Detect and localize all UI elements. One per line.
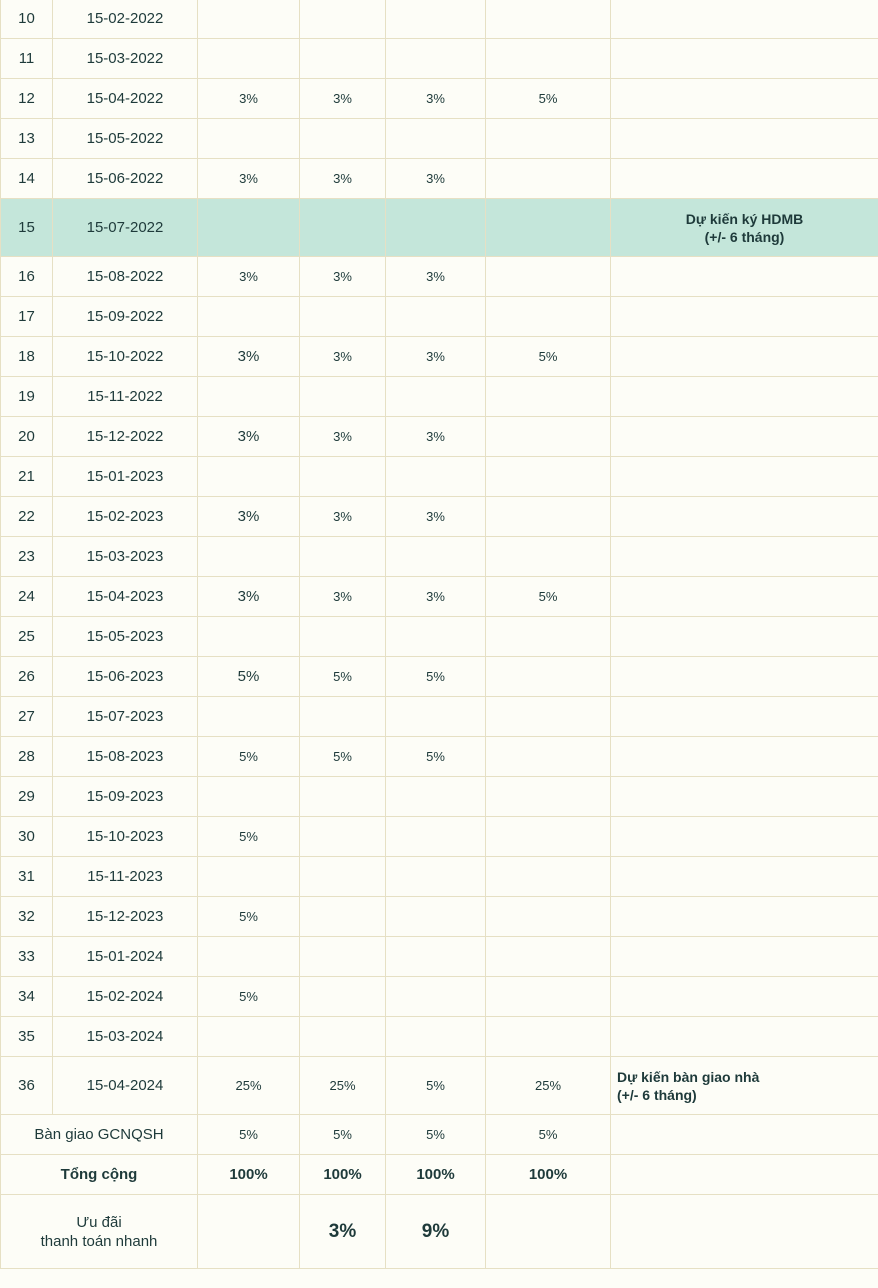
row-note — [611, 697, 878, 737]
row-c4: 5% — [486, 577, 611, 617]
row-note — [611, 39, 878, 79]
row-date: 15-11-2022 — [53, 377, 198, 417]
row-note — [611, 257, 878, 297]
row-c2: 3% — [300, 159, 386, 199]
row-c1 — [198, 1017, 300, 1057]
row-c1 — [198, 457, 300, 497]
row-note — [611, 617, 878, 657]
total-row — [1, 1155, 878, 1195]
row-c2 — [300, 297, 386, 337]
row-c1 — [198, 697, 300, 737]
table-row — [1, 79, 878, 119]
row-c3 — [386, 39, 486, 79]
row-date: 15-09-2023 — [53, 777, 198, 817]
table-row — [1, 257, 878, 297]
row-c1 — [198, 617, 300, 657]
row-note — [611, 0, 878, 39]
row-c4 — [486, 857, 611, 897]
row-c2 — [300, 0, 386, 39]
row-c2: 3% — [300, 497, 386, 537]
row-date: 15-06-2022 — [53, 159, 198, 199]
row-c1 — [198, 937, 300, 977]
row-c1: 5% — [198, 657, 300, 697]
row-c3 — [386, 617, 486, 657]
table-row — [1, 897, 878, 937]
row-number: 22 — [1, 497, 53, 537]
row-number: 10 — [1, 0, 53, 39]
table-row — [1, 0, 878, 39]
row-number: 14 — [1, 159, 53, 199]
row-date: 15-03-2023 — [53, 537, 198, 577]
row-date: 15-12-2022 — [53, 417, 198, 457]
row-c2 — [300, 977, 386, 1017]
handover-c1: 5% — [198, 1115, 300, 1155]
row-date: 15-09-2022 — [53, 297, 198, 337]
row-note — [611, 297, 878, 337]
bonus-c3: 9% — [386, 1195, 486, 1269]
row-c1: 3% — [198, 159, 300, 199]
row-c3 — [386, 377, 486, 417]
row-c2 — [300, 457, 386, 497]
row-c1: 5% — [198, 977, 300, 1017]
row-date: 15-07-2023 — [53, 697, 198, 737]
row-c4 — [486, 0, 611, 39]
row-c4 — [486, 257, 611, 297]
row-number: 27 — [1, 697, 53, 737]
row-c2: 3% — [300, 577, 386, 617]
row-number: 28 — [1, 737, 53, 777]
total-c4: 100% — [486, 1155, 611, 1195]
row-date: 15-04-2023 — [53, 577, 198, 617]
row-note: Dự kiến ký HDMB (+/- 6 tháng) — [611, 199, 878, 257]
handover-note — [611, 1115, 878, 1155]
row-note: Dự kiến bàn giao nhà (+/- 6 tháng) — [611, 1057, 878, 1115]
row-number: 15 — [1, 199, 53, 257]
row-c1: 3% — [198, 79, 300, 119]
row-c2 — [300, 537, 386, 577]
row-c4 — [486, 119, 611, 159]
table-row — [1, 537, 878, 577]
table-row — [1, 457, 878, 497]
row-c2 — [300, 857, 386, 897]
table-row — [1, 119, 878, 159]
row-c2 — [300, 617, 386, 657]
row-c1 — [198, 119, 300, 159]
row-c1 — [198, 0, 300, 39]
table-row — [1, 857, 878, 897]
schedule-rows — [1, 0, 878, 1269]
row-c3 — [386, 119, 486, 159]
row-c2: 3% — [300, 257, 386, 297]
row-c3: 3% — [386, 577, 486, 617]
row-c1 — [198, 777, 300, 817]
bonus-row — [1, 1195, 878, 1269]
row-number: 34 — [1, 977, 53, 1017]
row-number: 31 — [1, 857, 53, 897]
row-c2 — [300, 119, 386, 159]
row-number: 32 — [1, 897, 53, 937]
row-c3: 5% — [386, 657, 486, 697]
row-date: 15-12-2023 — [53, 897, 198, 937]
row-c4 — [486, 199, 611, 257]
row-c4 — [486, 497, 611, 537]
table-row — [1, 977, 878, 1017]
row-c2 — [300, 697, 386, 737]
row-c4 — [486, 537, 611, 577]
row-c2 — [300, 199, 386, 257]
total-note — [611, 1155, 878, 1195]
row-c4 — [486, 897, 611, 937]
table-row — [1, 297, 878, 337]
table-row — [1, 577, 878, 617]
row-c3 — [386, 857, 486, 897]
row-c1: 3% — [198, 337, 300, 377]
row-date: 15-11-2023 — [53, 857, 198, 897]
handover-c4: 5% — [486, 1115, 611, 1155]
row-c3 — [386, 297, 486, 337]
bonus-c2: 3% — [300, 1195, 386, 1269]
row-c3: 3% — [386, 159, 486, 199]
row-date: 15-06-2023 — [53, 657, 198, 697]
total-c1: 100% — [198, 1155, 300, 1195]
row-c1: 5% — [198, 817, 300, 857]
row-date: 15-10-2022 — [53, 337, 198, 377]
row-note — [611, 857, 878, 897]
row-date: 15-05-2022 — [53, 119, 198, 159]
bonus-c4 — [486, 1195, 611, 1269]
row-c3: 3% — [386, 257, 486, 297]
row-c1 — [198, 297, 300, 337]
table-row — [1, 617, 878, 657]
row-date: 15-04-2024 — [53, 1057, 198, 1115]
row-c4 — [486, 457, 611, 497]
row-date: 15-02-2023 — [53, 497, 198, 537]
row-note — [611, 977, 878, 1017]
row-c2 — [300, 777, 386, 817]
row-date: 15-01-2023 — [53, 457, 198, 497]
row-c4 — [486, 377, 611, 417]
row-c4 — [486, 1017, 611, 1057]
table-row — [1, 657, 878, 697]
row-date: 15-10-2023 — [53, 817, 198, 857]
table-row — [1, 417, 878, 457]
table-row — [1, 1017, 878, 1057]
row-number: 21 — [1, 457, 53, 497]
row-date: 15-08-2022 — [53, 257, 198, 297]
bonus-label: Ưu đãi thanh toán nhanh — [1, 1195, 198, 1269]
row-c1: 5% — [198, 897, 300, 937]
row-note — [611, 777, 878, 817]
row-c3 — [386, 897, 486, 937]
row-note — [611, 119, 878, 159]
row-note — [611, 377, 878, 417]
total-c3: 100% — [386, 1155, 486, 1195]
row-c4 — [486, 737, 611, 777]
row-c2: 25% — [300, 1057, 386, 1115]
row-c4 — [486, 159, 611, 199]
row-c1 — [198, 39, 300, 79]
table-row — [1, 737, 878, 777]
row-c4: 5% — [486, 79, 611, 119]
row-note — [611, 159, 878, 199]
table-row — [1, 777, 878, 817]
row-c2: 3% — [300, 79, 386, 119]
row-c4 — [486, 39, 611, 79]
row-c3 — [386, 817, 486, 857]
row-note — [611, 817, 878, 857]
row-number: 24 — [1, 577, 53, 617]
row-c3 — [386, 0, 486, 39]
handover-c3: 5% — [386, 1115, 486, 1155]
row-c2: 3% — [300, 337, 386, 377]
total-c2: 100% — [300, 1155, 386, 1195]
row-number: 35 — [1, 1017, 53, 1057]
row-date: 15-07-2022 — [53, 199, 198, 257]
table-row — [1, 937, 878, 977]
handover-label: Bàn giao GCNQSH — [1, 1115, 198, 1155]
row-c4: 5% — [486, 337, 611, 377]
row-date: 15-04-2022 — [53, 79, 198, 119]
row-c4 — [486, 297, 611, 337]
row-c3 — [386, 777, 486, 817]
table-row — [1, 377, 878, 417]
table-row — [1, 1057, 878, 1115]
handover-row — [1, 1115, 878, 1155]
row-date: 15-03-2024 — [53, 1017, 198, 1057]
row-number: 12 — [1, 79, 53, 119]
row-note — [611, 737, 878, 777]
row-c2 — [300, 897, 386, 937]
row-note — [611, 897, 878, 937]
row-note — [611, 457, 878, 497]
row-c2 — [300, 39, 386, 79]
row-note — [611, 657, 878, 697]
row-c1 — [198, 537, 300, 577]
row-c4 — [486, 657, 611, 697]
row-number: 33 — [1, 937, 53, 977]
table-row — [1, 497, 878, 537]
row-c4 — [486, 937, 611, 977]
row-number: 17 — [1, 297, 53, 337]
row-c3: 3% — [386, 497, 486, 537]
table-row — [1, 39, 878, 79]
bonus-c1 — [198, 1195, 300, 1269]
row-date: 15-08-2023 — [53, 737, 198, 777]
row-c1: 3% — [198, 577, 300, 617]
handover-c2: 5% — [300, 1115, 386, 1155]
row-c3 — [386, 977, 486, 1017]
row-note — [611, 937, 878, 977]
row-note — [611, 79, 878, 119]
row-number: 11 — [1, 39, 53, 79]
row-date: 15-02-2024 — [53, 977, 198, 1017]
total-label: Tổng cộng — [1, 1155, 198, 1195]
row-number: 19 — [1, 377, 53, 417]
row-number: 30 — [1, 817, 53, 857]
row-c1: 3% — [198, 257, 300, 297]
row-c3 — [386, 1017, 486, 1057]
row-note — [611, 577, 878, 617]
row-c3: 3% — [386, 79, 486, 119]
row-c1: 5% — [198, 737, 300, 777]
row-c4 — [486, 977, 611, 1017]
row-c3: 3% — [386, 337, 486, 377]
table-row — [1, 159, 878, 199]
row-c2: 5% — [300, 657, 386, 697]
row-c4 — [486, 777, 611, 817]
row-c3 — [386, 537, 486, 577]
row-note — [611, 337, 878, 377]
row-number: 26 — [1, 657, 53, 697]
row-c4 — [486, 817, 611, 857]
row-c4 — [486, 697, 611, 737]
row-number: 36 — [1, 1057, 53, 1115]
row-c3 — [386, 937, 486, 977]
row-c3 — [386, 457, 486, 497]
row-c2 — [300, 1017, 386, 1057]
table-row — [1, 817, 878, 857]
table-row — [1, 337, 878, 377]
row-date: 15-01-2024 — [53, 937, 198, 977]
row-c3 — [386, 697, 486, 737]
row-c1: 3% — [198, 417, 300, 457]
row-c2 — [300, 937, 386, 977]
row-c4: 25% — [486, 1057, 611, 1115]
row-date: 15-05-2023 — [53, 617, 198, 657]
row-note — [611, 417, 878, 457]
row-c3: 5% — [386, 737, 486, 777]
row-c2: 3% — [300, 417, 386, 457]
row-note — [611, 537, 878, 577]
row-number: 23 — [1, 537, 53, 577]
table-row — [1, 199, 878, 257]
row-c4 — [486, 417, 611, 457]
row-c1: 25% — [198, 1057, 300, 1115]
row-date: 15-02-2022 — [53, 0, 198, 39]
row-number: 29 — [1, 777, 53, 817]
row-c2 — [300, 377, 386, 417]
table-row — [1, 697, 878, 737]
bonus-note — [611, 1195, 878, 1269]
row-number: 13 — [1, 119, 53, 159]
row-c3: 3% — [386, 417, 486, 457]
row-c1 — [198, 199, 300, 257]
row-c3: 5% — [386, 1057, 486, 1115]
row-number: 20 — [1, 417, 53, 457]
row-number: 16 — [1, 257, 53, 297]
row-c2: 5% — [300, 737, 386, 777]
row-c4 — [486, 617, 611, 657]
row-c1: 3% — [198, 497, 300, 537]
row-note — [611, 497, 878, 537]
row-number: 18 — [1, 337, 53, 377]
row-c3 — [386, 199, 486, 257]
row-note — [611, 1017, 878, 1057]
row-c2 — [300, 817, 386, 857]
row-c1 — [198, 857, 300, 897]
row-date: 15-03-2022 — [53, 39, 198, 79]
row-c1 — [198, 377, 300, 417]
row-number: 25 — [1, 617, 53, 657]
